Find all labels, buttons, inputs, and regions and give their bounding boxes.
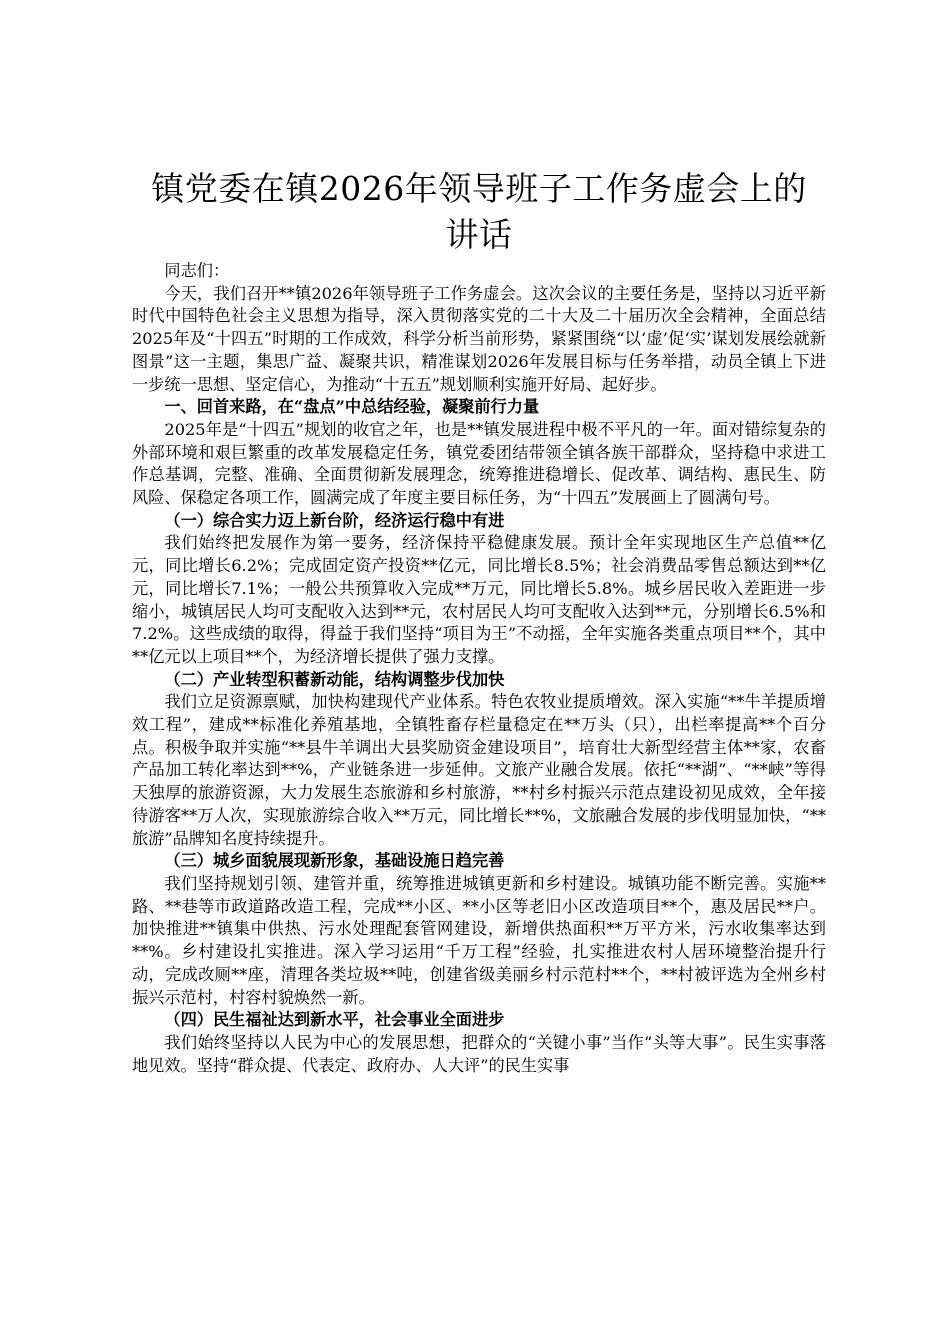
document-body	[132, 260, 826, 1077]
subsection-4-paragraph: 我们始终坚持以人民为中心的发展思想，把群众的“关键小事”当作“头等大事”。民生实事落地见效。坚持“群众提、代表定、政府办、人大评”的民生实事	[132, 1032, 826, 1075]
subsection-3-paragraph: 我们坚持规划引领、建管并重，统筹推进城镇更新和乡村建设。城镇功能不断完善。实施**路、**巷等市政道路改造工程，完成**小区、**小区等老旧小区改造项目**个，惠及居民**户。加快推进**镇集中供热、污水处理配套管网建设，新增供热面积**万平方米，污水收集率达到**%。乡村建设扎实推进。深入学习运用“千万工程”经验，扎实推进农村人居环境整治提升行动，完成改厕**座，清理各类垃圾**吨，创建省级美丽乡村示范村**个，**村被评选为全州乡村振兴示范村，村容村貌焕然一新。	[132, 873, 826, 1007]
subsection-3-heading: （三）城乡面貌展现新形象，基础设施日趋完善	[164, 851, 505, 871]
subsection-2-heading: （二）产业转型积蓄新动能，结构调整步伐加快	[164, 669, 505, 689]
title-line-2: 讲话	[445, 215, 513, 254]
salutation: 同志们：	[164, 261, 230, 280]
section-1-heading: 一、回首来路，在“盘点”中总结经验，凝聚前行力量	[164, 397, 540, 417]
title-line-1: 镇党委在镇2026年领导班子工作务虚会上的	[151, 169, 807, 208]
document-title	[132, 166, 826, 258]
section-1-paragraph: 2025年是“十四五”规划的收官之年，也是**镇发展进程中极不平凡的一年。面对错综复杂的外部环境和艰巨繁重的改革发展稳定任务，镇党委团结带领全镇各族干部群众，坚持稳中求进工作总基调，完整、准确、全面贯彻新发展理念，统筹推进稳增长、促改革、调结构、惠民生、防风险、保稳定各项工作，圆满完成了年度主要目标任务，为“十四五”发展画上了圆满句号。	[132, 419, 826, 508]
subsection-2-paragraph: 我们立足资源禀赋，加快构建现代产业体系。特色农牧业提质增效。深入实施“**牛羊提质增效工程”，建成**标准化养殖基地，全镇牲畜存栏量稳定在**万头（只），出栏率提高**个百分点。积极争取并实施“**县牛羊调出大县奖励资金建设项目”，培育壮大新型经营主体**家，农畜产品加工转化率达到**%，产业链条进一步延伸。文旅产业融合发展。依托“**湖”、“**峡”等得天独厚的旅游资源，大力发展生态旅游和乡村旅游，**村乡村振兴示范点建设初见成效，全年接待游客**万人次，实现旅游综合收入**万元，同比增长**%，文旅融合发展的步伐明显加快，“**旅游”品牌知名度持续提升。	[132, 692, 826, 848]
subsection-4-heading: （四）民生福祉达到新水平，社会事业全面进步	[164, 1010, 505, 1030]
subsection-1-heading: （一）综合实力迈上新台阶，经济运行稳中有进	[164, 510, 505, 530]
document-page	[132, 166, 826, 1077]
subsection-1-paragraph: 我们始终把发展作为第一要务，经济保持平稳健康发展。预计全年实现地区生产总值**亿元，同比增长6.2%；完成固定资产投资**亿元，同比增长8.5%；社会消费品零售总额达到**亿元，同比增长7.1%；一般公共预算收入完成**万元，同比增长5.8%。城乡居民收入差距进一步缩小，城镇居民人均可支配收入达到**元，农村居民人均可支配收入达到**元，分别增长6.5%和7.2%。这些成绩的取得，得益于我们坚持“项目为王”不动摇，全年实施各类重点项目**个，其中**亿元以上项目**个，为经济增长提供了强力支撑。	[132, 533, 826, 666]
intro-paragraph: 今天，我们召开**镇2026年领导班子工作务虚会。这次会议的主要任务是，坚持以习近平新时代中国特色社会主义思想为指导，深入贯彻落实党的二十大及二十届历次全会精神，全面总结2025年及“十四五”时期的工作成效，科学分析当前形势，紧紧围绕“以‘虚’促‘实’谋划发展绘就新图景”这一主题，集思广益、凝聚共识，精准谋划2026年发展目标与任务举措，动员全镇上下进一步统一思想、坚定信心，为推动“十五五”规划顺利实施开好局、起好步。	[132, 283, 826, 394]
